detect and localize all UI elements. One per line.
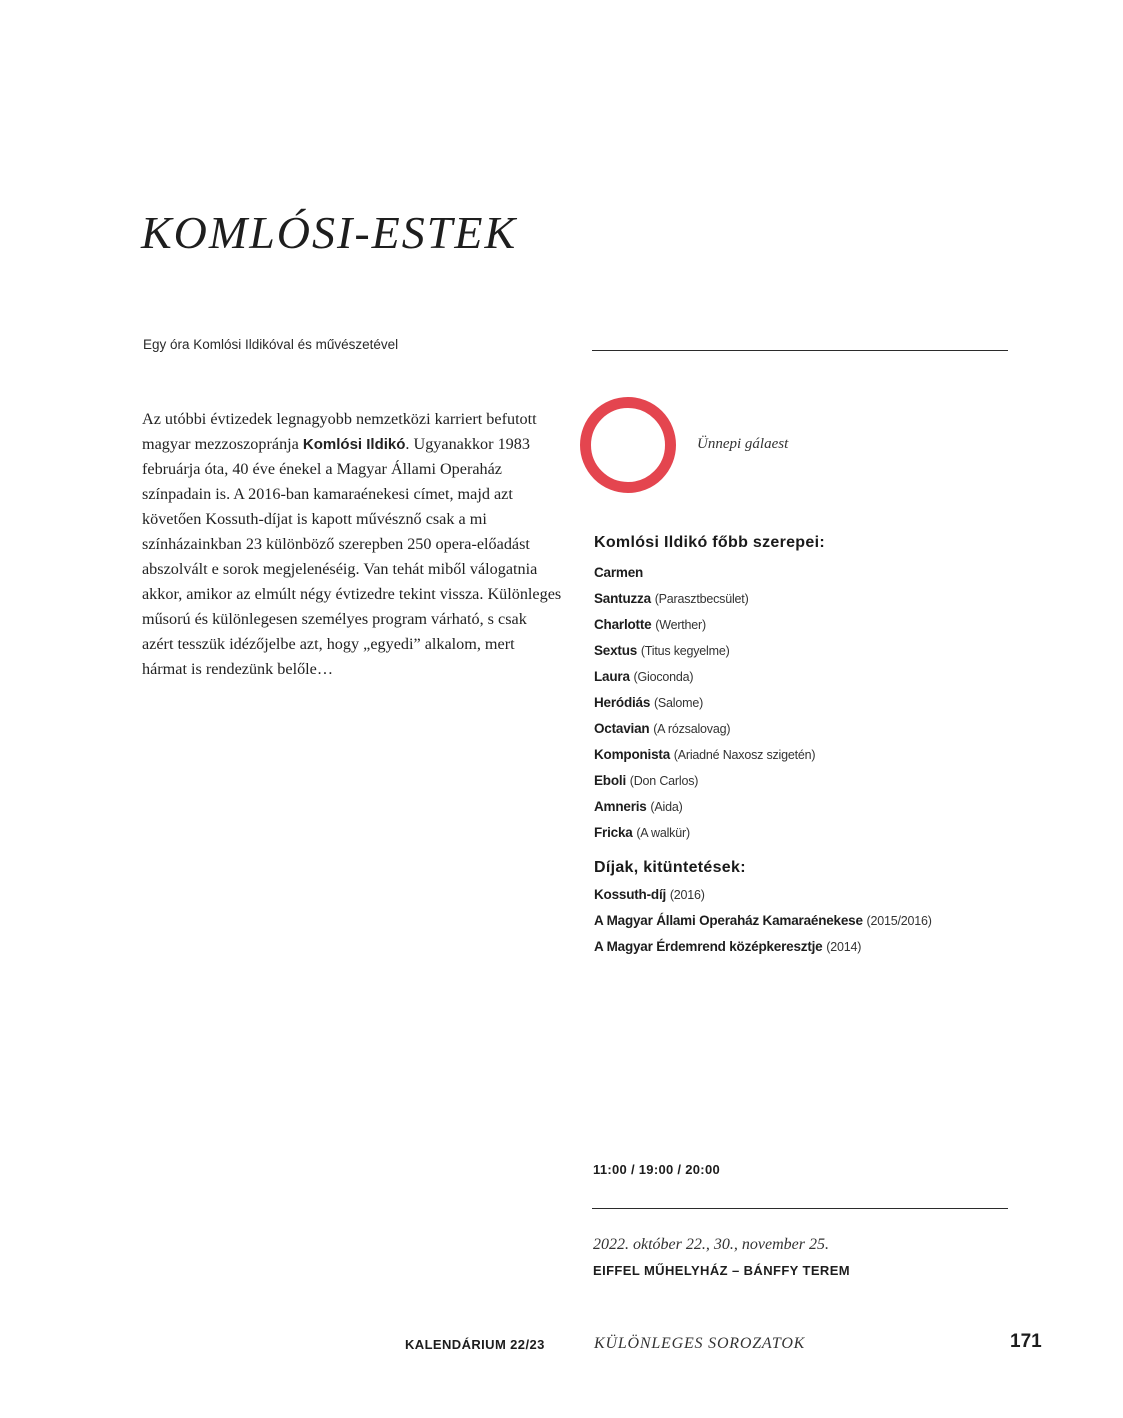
subtitle: Egy óra Komlósi Ildikóval és művészetével (143, 337, 399, 352)
item-name: Laura (594, 669, 630, 684)
top-divider (592, 350, 1008, 351)
role-item (594, 690, 1014, 716)
footer-section: KÜLÖNLEGES SOROZATOK (594, 1335, 806, 1352)
award-item (594, 908, 1034, 934)
role-item (594, 742, 1014, 768)
roles-heading: Komlósi Ildikó főbb szerepei: (594, 534, 825, 551)
awards-heading: Díjak, kitüntetések: (594, 859, 746, 876)
item-name: Carmen (594, 565, 644, 580)
item-name: Sextus (594, 643, 638, 658)
event-dates: 2022. október 22., 30., november 25. (593, 1236, 829, 1253)
award-item (594, 882, 1034, 908)
role-item (594, 560, 1014, 586)
intro-text (142, 407, 562, 682)
event-type-label: Ünnepi gálaest (697, 436, 789, 452)
roles-section (594, 534, 1014, 846)
role-item (594, 716, 1014, 742)
event-venue: EIFFEL MŰHELYHÁZ – BÁNFFY TEREM (593, 1263, 851, 1278)
item-name: A Magyar Állami Operaház Kamaraénekese (594, 913, 863, 928)
item-detail: (2016) (669, 888, 705, 902)
awards-list (594, 882, 1034, 960)
intro-text-after: . Ugyanakkor 1983 februárja óta, 40 éve énekel a Magyar Állami Operaház színpadain is. A 2016-ban kamaraénekesi címet, majd azt követően Kossuth-díjat is kapott művésznő csak a mi színházainkban 23 különböző szerepben 250 opera-előadást abszolvált e sorok megjelenéséig. Van tehát miből válogatnia akkor, amikor az elmúlt négy évtizedre tekint vissza. Különleges műsorú és különlegesen személyes program várható, s csak azért tesszük idézőjelbe azt, hogy „egyedi” alkalom, mert hármat is rendezünk belőle… (142, 435, 562, 678)
item-name: Heródiás (594, 695, 651, 710)
item-detail: (Werther) (655, 618, 706, 632)
item-detail: (Aida) (650, 800, 683, 814)
item-detail: (Parasztbecsület) (654, 592, 749, 606)
item-name: A Magyar Érdemrend középkeresztje (594, 939, 823, 954)
item-detail: (Titus kegyelme) (640, 644, 730, 658)
item-name: Komponista (594, 747, 671, 762)
role-item (594, 664, 1014, 690)
item-detail: (Salome) (653, 696, 704, 710)
item-detail: (2015/2016) (866, 914, 932, 928)
award-item (594, 934, 1034, 960)
item-detail: (Ariadné Naxosz szigetén) (673, 748, 816, 762)
role-item (594, 794, 1014, 820)
page-title: KOMLÓSI-ESTEK (141, 207, 518, 258)
intro-highlight: Komlósi Ildikó (302, 436, 406, 453)
red-ring-icon (580, 397, 676, 493)
page-number: 171 (1010, 1331, 1042, 1352)
item-name: Octavian (594, 721, 650, 736)
role-item (594, 612, 1014, 638)
item-detail: (2014) (826, 940, 862, 954)
item-detail: (A rózsalovag) (653, 722, 731, 736)
item-name: Fricka (594, 825, 633, 840)
role-item (594, 638, 1014, 664)
event-divider (592, 1208, 1008, 1209)
item-name: Kossuth-díj (594, 887, 667, 902)
item-detail: (Don Carlos) (629, 774, 699, 788)
role-item (594, 586, 1014, 612)
item-detail: (A walkür) (636, 826, 690, 840)
item-name: Eboli (594, 773, 626, 788)
item-detail: (Gioconda) (633, 670, 694, 684)
item-name: Santuzza (594, 591, 651, 606)
awards-section (594, 859, 1034, 960)
item-name: Charlotte (594, 617, 652, 632)
roles-list (594, 560, 1014, 846)
footer-brand: KALENDÁRIUM 22/23 (405, 1337, 545, 1352)
role-item (594, 768, 1014, 794)
event-times: 11:00 / 19:00 / 20:00 (593, 1162, 721, 1177)
item-name: Amneris (594, 799, 647, 814)
intro-text-before: Az utóbbi évtizedek legnagyobb nemzetközi karriert befutott magyar mezzoszopránja (142, 410, 537, 453)
role-item (594, 820, 1014, 846)
